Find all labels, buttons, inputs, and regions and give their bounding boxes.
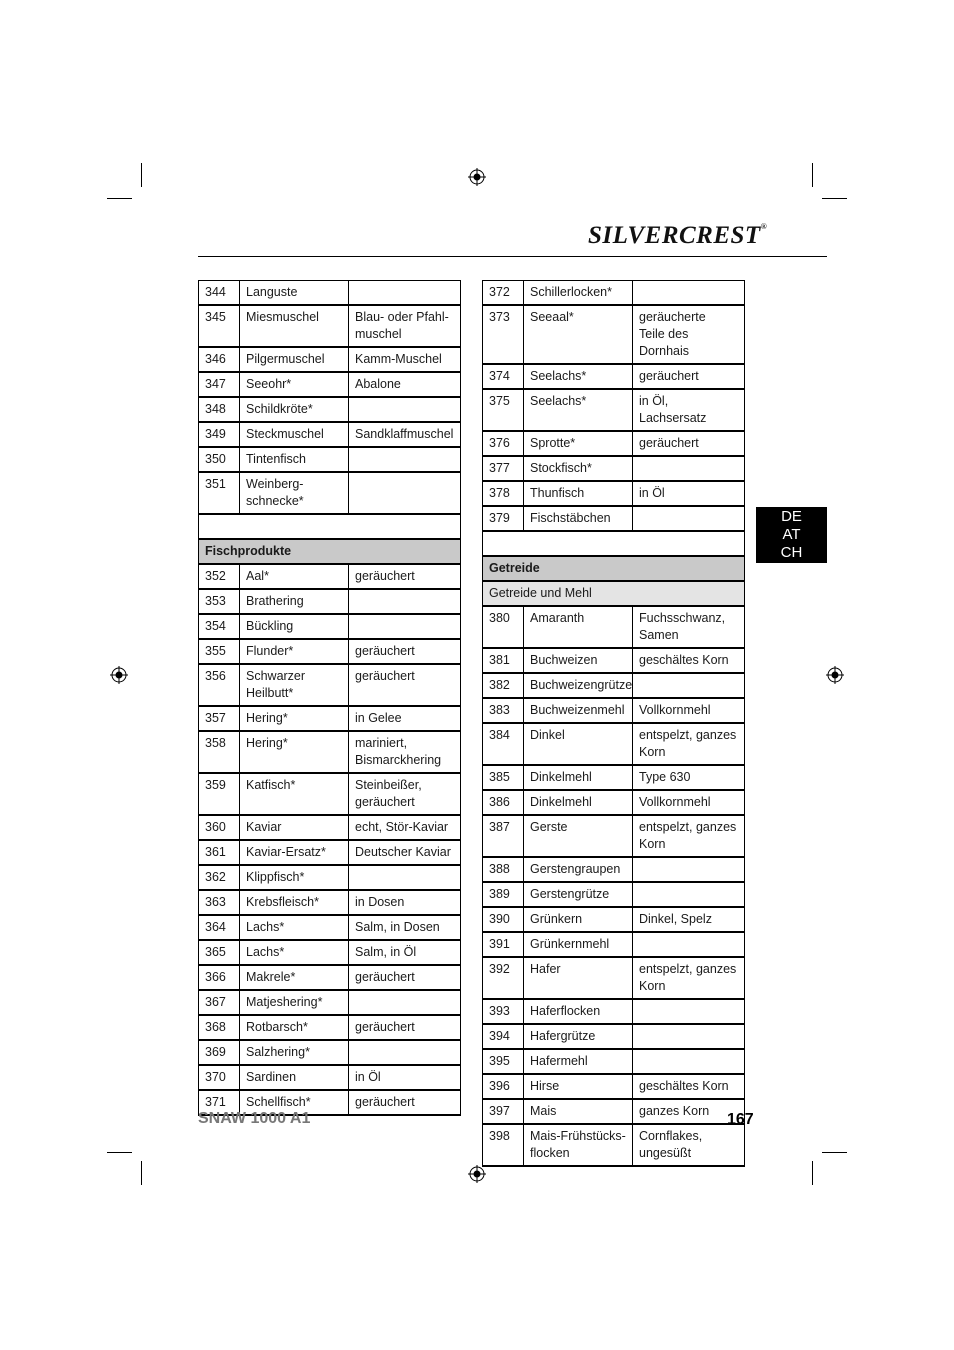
item-note [349,990,461,1015]
table-row [199,372,461,397]
item-number: 392 [483,957,524,999]
table-row [483,698,745,723]
item-note: in Öl [349,1065,461,1090]
item-note: geräucherte Teile des Dornhais [633,305,745,364]
item-number: 384 [483,723,524,765]
crop-mark [822,198,847,199]
item-name: Lachs* [240,915,349,940]
item-note: echt, Stör-Kaviar [349,815,461,840]
item-number: 346 [199,347,240,372]
table-row [199,664,461,706]
item-name: Seelachs* [524,389,633,431]
table-row [199,706,461,731]
table-row [483,648,745,673]
item-note [349,447,461,472]
item-name: Salzhering* [240,1040,349,1065]
item-note [349,865,461,890]
table-row [483,1099,745,1124]
item-number: 357 [199,706,240,731]
blank-cell [199,514,461,539]
item-name: Buchweizengrütze [524,673,633,698]
table-row [199,589,461,614]
item-name: Gerstengrütze [524,882,633,907]
item-note: geräuchert [349,664,461,706]
item-note: in Öl [633,481,745,506]
table-row [483,790,745,815]
right-food-table [482,280,745,1167]
item-note [349,589,461,614]
table-row [199,614,461,639]
item-note [633,882,745,907]
table-row [483,1024,745,1049]
item-number: 367 [199,990,240,1015]
item-name: Hering* [240,706,349,731]
item-name: Krebsfleisch* [240,890,349,915]
item-name: Thunfisch [524,481,633,506]
table-row [199,564,461,589]
item-name: Buchweizenmehl [524,698,633,723]
item-number: 344 [199,281,240,306]
item-note: entspelzt, ganzes Korn [633,723,745,765]
language-code: DE [781,508,802,525]
item-name: Grünkern [524,907,633,932]
item-number: 381 [483,648,524,673]
item-name: Seeohr* [240,372,349,397]
item-number: 345 [199,305,240,347]
brand-logo: SILVERCREST® [588,222,768,249]
table-row [199,731,461,773]
blank-row [483,531,745,556]
item-note: geschältes Korn [633,1074,745,1099]
registration-mark-icon [468,1165,486,1183]
item-number: 379 [483,506,524,531]
item-note: geräuchert [349,1015,461,1040]
item-number: 364 [199,915,240,940]
item-name: Dinkel [524,723,633,765]
table-row [483,281,745,306]
table-row [483,389,745,431]
registration-mark-icon [826,666,844,684]
table-row [199,915,461,940]
item-number: 369 [199,1040,240,1065]
item-note: entspelzt, ganzes Korn [633,815,745,857]
item-name: Schwarzer Heilbutt* [240,664,349,706]
item-name: Fischstäbchen [524,506,633,531]
item-note: Steinbeißer, geräuchert [349,773,461,815]
item-name: Bückling [240,614,349,639]
item-note: geräuchert [349,564,461,589]
item-name: Kaviar-Ersatz* [240,840,349,865]
item-note [633,999,745,1024]
item-number: 396 [483,1074,524,1099]
item-number: 388 [483,857,524,882]
item-note [349,472,461,514]
item-name: Hirse [524,1074,633,1099]
blank-cell [483,531,745,556]
item-name: Pilgermuschel [240,347,349,372]
item-number: 393 [483,999,524,1024]
item-name: Stockfisch* [524,456,633,481]
subsection-title: Getreide und Mehl [483,581,745,606]
item-note: ganzes Korn [633,1099,745,1124]
item-note: Blau- oder Pfahl- muschel [349,305,461,347]
item-name: Gerstengraupen [524,857,633,882]
item-note: Vollkornmehl [633,698,745,723]
item-name: Buchweizen [524,648,633,673]
item-number: 370 [199,1065,240,1090]
item-number: 374 [483,364,524,389]
item-name: Dinkelmehl [524,765,633,790]
table-row [199,639,461,664]
table-row [483,456,745,481]
item-name: Hafermehl [524,1049,633,1074]
item-name: Languste [240,281,349,306]
item-number: 360 [199,815,240,840]
crop-mark [812,1161,813,1185]
item-note: in Öl, Lachsersatz [633,389,745,431]
item-number: 389 [483,882,524,907]
section-title: Fischprodukte [199,539,461,564]
item-number: 366 [199,965,240,990]
table-row [199,281,461,306]
table-row [483,1074,745,1099]
item-note: Fuchsschwanz, Samen [633,606,745,648]
item-number: 356 [199,664,240,706]
item-number: 390 [483,907,524,932]
item-number: 377 [483,456,524,481]
subsection-header [483,581,745,606]
item-note: Type 630 [633,765,745,790]
item-number: 372 [483,281,524,306]
item-name: Grünkernmehl [524,932,633,957]
item-note [633,673,745,698]
crop-mark [107,1152,132,1153]
item-number: 383 [483,698,524,723]
table-row [199,865,461,890]
table-row [483,815,745,857]
crop-mark [822,1152,847,1153]
item-note: Cornflakes, ungesüßt [633,1124,745,1166]
crop-mark [812,163,813,187]
item-note: geräuchert [633,431,745,456]
item-number: 375 [483,389,524,431]
item-number: 363 [199,890,240,915]
item-number: 368 [199,1015,240,1040]
item-number: 380 [483,606,524,648]
item-name: Klippfisch* [240,865,349,890]
item-note: geräuchert [349,965,461,990]
footer-model: SNAW 1000 A1 [198,1110,311,1127]
left-food-table [198,280,461,1116]
item-name: Weinberg- schnecke* [240,472,349,514]
item-name: Tintenfisch [240,447,349,472]
item-number: 348 [199,397,240,422]
item-name: Hafergrütze [524,1024,633,1049]
item-number: 353 [199,589,240,614]
item-note [633,1024,745,1049]
item-note: Abalone [349,372,461,397]
registration-mark-icon [468,168,486,186]
header-rule [198,256,827,257]
item-name: Kaviar [240,815,349,840]
table-row [483,882,745,907]
table-row [483,1049,745,1074]
item-name: Mais [524,1099,633,1124]
item-number: 347 [199,372,240,397]
item-note [633,281,745,306]
crop-mark [141,163,142,187]
item-number: 358 [199,731,240,773]
item-number: 376 [483,431,524,456]
table-row [483,673,745,698]
item-note: Kamm-Muschel [349,347,461,372]
item-name: Matjeshering* [240,990,349,1015]
item-name: Mais-Frühstücks- flocken [524,1124,633,1166]
blank-row [199,514,461,539]
item-number: 385 [483,765,524,790]
table-row [483,723,745,765]
item-number: 378 [483,481,524,506]
item-name: Schildkröte* [240,397,349,422]
table-row [199,1015,461,1040]
item-name: Hafer [524,957,633,999]
table-row [483,305,745,364]
table-row [199,940,461,965]
item-number: 352 [199,564,240,589]
table-row [199,815,461,840]
item-name: Aal* [240,564,349,589]
table-row [199,1065,461,1090]
table-row [483,907,745,932]
table-row [199,347,461,372]
item-number: 397 [483,1099,524,1124]
item-note: geräuchert [633,364,745,389]
table-row [483,506,745,531]
item-note: geschältes Korn [633,648,745,673]
item-note: entspelzt, ganzes Korn [633,957,745,999]
item-name: Katfisch* [240,773,349,815]
item-note [349,614,461,639]
item-number: 350 [199,447,240,472]
item-number: 398 [483,1124,524,1166]
item-name: Hering* [240,731,349,773]
item-name: Haferflocken [524,999,633,1024]
item-name: Makrele* [240,965,349,990]
item-name: Amaranth [524,606,633,648]
item-note [633,1049,745,1074]
table-row [199,840,461,865]
item-number: 349 [199,422,240,447]
table-row [483,1124,745,1166]
section-header [199,539,461,564]
item-number: 361 [199,840,240,865]
table-row [199,447,461,472]
item-name: Flunder* [240,639,349,664]
item-number: 359 [199,773,240,815]
table-row [483,606,745,648]
item-number: 394 [483,1024,524,1049]
item-name: Schellfisch* [240,1090,349,1115]
item-number: 354 [199,614,240,639]
item-number: 386 [483,790,524,815]
table-row [483,364,745,389]
table-row [199,1040,461,1065]
item-note [633,857,745,882]
item-note: mariniert, Bismarckhering [349,731,461,773]
table-row [199,422,461,447]
crop-mark [107,198,132,199]
item-note: Deutscher Kaviar [349,840,461,865]
item-note: Sandklaffmuschel [349,422,461,447]
crop-mark [141,1161,142,1185]
item-note: geräuchert [349,639,461,664]
item-note: Salm, in Öl [349,940,461,965]
item-number: 355 [199,639,240,664]
item-number: 387 [483,815,524,857]
table-row [483,999,745,1024]
table-row [483,857,745,882]
item-name: Rotbarsch* [240,1015,349,1040]
item-number: 371 [199,1090,240,1115]
item-note: Dinkel, Spelz [633,907,745,932]
table-row [199,990,461,1015]
item-note [633,456,745,481]
item-number: 395 [483,1049,524,1074]
table-row [199,965,461,990]
item-name: Lachs* [240,940,349,965]
item-number: 382 [483,673,524,698]
table-row [199,773,461,815]
section-header [483,556,745,581]
item-number: 391 [483,932,524,957]
item-name: Gerste [524,815,633,857]
item-note [349,281,461,306]
table-row [483,932,745,957]
item-note: Vollkornmehl [633,790,745,815]
language-code: CH [780,544,803,561]
item-note [349,397,461,422]
item-name: Dinkelmehl [524,790,633,815]
language-code: AT [782,526,801,543]
table-row [483,957,745,999]
table-row [483,765,745,790]
page-number: 167 [727,1111,754,1128]
item-number: 351 [199,472,240,514]
item-note [349,1040,461,1065]
item-note: in Dosen [349,890,461,915]
item-name: Seeaal* [524,305,633,364]
table-row [199,890,461,915]
item-name: Steckmuschel [240,422,349,447]
table-row [199,305,461,347]
item-name: Sardinen [240,1065,349,1090]
item-note [633,932,745,957]
item-name: Brathering [240,589,349,614]
item-note: in Gelee [349,706,461,731]
item-name: Sprotte* [524,431,633,456]
table-row [483,431,745,456]
section-title: Getreide [483,556,745,581]
item-name: Seelachs* [524,364,633,389]
item-note: Salm, in Dosen [349,915,461,940]
table-row [199,397,461,422]
item-note [633,506,745,531]
item-name: Miesmuschel [240,305,349,347]
table-row [483,481,745,506]
registration-mark-icon [110,666,128,684]
language-tab [756,507,827,563]
item-name: Schillerlocken* [524,281,633,306]
item-number: 365 [199,940,240,965]
item-number: 362 [199,865,240,890]
item-note: geräuchert [349,1090,461,1115]
table-row [199,472,461,514]
item-number: 373 [483,305,524,364]
